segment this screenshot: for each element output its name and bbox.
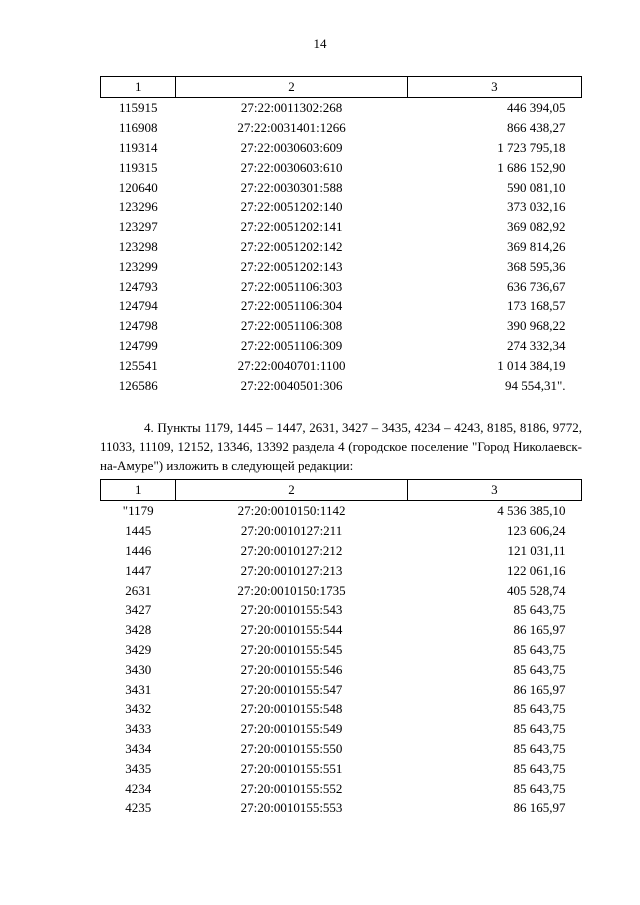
item-number-cell: 119314 bbox=[118, 139, 158, 155]
cadastral-number-cell: 27:20:0010155:547 bbox=[240, 681, 343, 697]
value-cell: 123 606,24 bbox=[507, 523, 566, 539]
cadastral-number-cell: 27:22:0051202:140 bbox=[240, 199, 343, 215]
cadastral-number-cell: 27:20:0010155:545 bbox=[240, 641, 343, 657]
table-row bbox=[101, 758, 582, 778]
cadastral-number-cell: 27:20:0010155:553 bbox=[240, 800, 343, 816]
item-number-cell: 4235 bbox=[125, 800, 152, 816]
table-row bbox=[101, 640, 582, 660]
value-cell: 390 968,22 bbox=[507, 318, 566, 334]
cadastral-number-cell: 27:20:0010127:212 bbox=[240, 542, 343, 558]
item-number-cell: 3435 bbox=[125, 760, 152, 776]
cadastral-number-cell: 27:22:0051106:309 bbox=[240, 337, 343, 353]
value-cell: 85 643,75 bbox=[513, 721, 566, 737]
table-header-row bbox=[101, 77, 582, 98]
cadastral-number-cell: 27:22:0051106:303 bbox=[240, 278, 343, 294]
item-number-cell: 115915 bbox=[118, 100, 158, 116]
item-number-cell: 1447 bbox=[125, 562, 152, 578]
table-row bbox=[101, 600, 582, 620]
cadastral-number-cell: 27:20:0010127:213 bbox=[240, 562, 343, 578]
cadastral-number-cell: 27:20:0010155:543 bbox=[240, 602, 343, 618]
table-row bbox=[101, 560, 582, 580]
cadastral-number-cell: 27:22:0051202:143 bbox=[240, 258, 343, 274]
table-row bbox=[101, 798, 582, 818]
table-row bbox=[101, 620, 582, 640]
item-number-cell: 3429 bbox=[125, 641, 152, 657]
item-number-cell: 124799 bbox=[118, 337, 158, 353]
table-header-row bbox=[101, 480, 582, 501]
column-header: 1 bbox=[101, 480, 176, 501]
cadastral-number-cell: 27:22:0051202:141 bbox=[240, 219, 343, 235]
column-header: 1 bbox=[101, 77, 176, 98]
table-row bbox=[101, 375, 582, 395]
table-row bbox=[101, 118, 582, 138]
value-cell: 85 643,75 bbox=[513, 740, 566, 756]
table-row bbox=[101, 256, 582, 276]
value-cell: 86 165,97 bbox=[513, 681, 566, 697]
item-number-cell: 116908 bbox=[118, 120, 158, 136]
cadastral-number-cell: 27:20:0010155:550 bbox=[240, 740, 343, 756]
value-cell: 636 736,67 bbox=[507, 278, 566, 294]
table-row bbox=[101, 177, 582, 197]
table-row bbox=[101, 501, 582, 521]
cadastral-number-cell: 27:22:0051106:304 bbox=[240, 298, 343, 314]
table-row bbox=[101, 778, 582, 798]
value-cell: 85 643,75 bbox=[513, 641, 566, 657]
table-row bbox=[101, 679, 582, 699]
value-cell: 274 332,34 bbox=[507, 337, 566, 353]
table-row bbox=[101, 659, 582, 679]
cadastral-number-cell: 27:22:0030603:609 bbox=[240, 139, 343, 155]
item-number-cell: 3427 bbox=[125, 602, 152, 618]
value-cell: 373 032,16 bbox=[507, 199, 566, 215]
cadastral-number-cell: 27:20:0010150:1735 bbox=[237, 582, 346, 598]
item-number-cell: 3431 bbox=[125, 681, 152, 697]
item-number-cell: 125541 bbox=[118, 357, 158, 373]
table-row bbox=[101, 739, 582, 759]
cadastral-number-cell: 27:20:0010127:211 bbox=[240, 523, 343, 539]
cadastral-number-cell: 27:22:0040501:306 bbox=[240, 377, 343, 393]
cadastral-number-cell: 27:20:0010155:544 bbox=[240, 622, 343, 638]
item-number-cell: 3428 bbox=[125, 622, 152, 638]
value-cell: 4 536 385,10 bbox=[497, 503, 566, 519]
cadastral-number-cell: 27:22:0011302:268 bbox=[240, 100, 343, 116]
value-cell: 85 643,75 bbox=[513, 780, 566, 796]
value-cell: 1 014 384,19 bbox=[497, 357, 566, 373]
cadastral-number-cell: 27:22:0031401:1266 bbox=[237, 120, 346, 136]
parcel-table-2 bbox=[100, 479, 582, 818]
value-cell: 590 081,10 bbox=[507, 179, 566, 195]
item-number-cell: 124793 bbox=[118, 278, 158, 294]
value-cell: 1 723 795,18 bbox=[497, 139, 566, 155]
column-header: 3 bbox=[407, 480, 581, 501]
table-row bbox=[101, 719, 582, 739]
table-row bbox=[101, 138, 582, 158]
cadastral-number-cell: 27:22:0051106:308 bbox=[240, 318, 343, 334]
item-number-cell: 3430 bbox=[125, 661, 152, 677]
value-cell: 86 165,97 bbox=[513, 622, 566, 638]
table-row bbox=[101, 197, 582, 217]
item-number-cell: 120640 bbox=[118, 179, 158, 195]
value-cell: 122 061,16 bbox=[507, 562, 566, 578]
value-cell: 1 686 152,90 bbox=[497, 159, 566, 175]
cadastral-number-cell: 27:20:0010155:546 bbox=[240, 661, 343, 677]
table-row bbox=[101, 580, 582, 600]
table-row bbox=[101, 217, 582, 237]
cadastral-number-cell: 27:22:0030301:588 bbox=[240, 179, 343, 195]
table-body bbox=[101, 501, 582, 818]
value-cell: 368 595,36 bbox=[507, 258, 566, 274]
table-row bbox=[101, 276, 582, 296]
item-number-cell: 3434 bbox=[125, 740, 152, 756]
item-number-cell: 123296 bbox=[118, 199, 158, 215]
column-header: 2 bbox=[176, 77, 407, 98]
cadastral-number-cell: 27:20:0010155:549 bbox=[240, 721, 343, 737]
value-cell: 369 814,26 bbox=[507, 238, 566, 254]
item-number-cell: 124798 bbox=[118, 318, 158, 334]
table-row bbox=[101, 699, 582, 719]
value-cell: 866 438,27 bbox=[507, 120, 566, 136]
item-number-cell: 123297 bbox=[118, 219, 158, 235]
table-row bbox=[101, 541, 582, 561]
item-number-cell: 3433 bbox=[125, 721, 152, 737]
value-cell: 85 643,75 bbox=[513, 602, 566, 618]
item-number-cell: 2631 bbox=[125, 582, 152, 598]
value-cell: 85 643,75 bbox=[513, 661, 566, 677]
value-cell: 86 165,97 bbox=[513, 800, 566, 816]
value-cell: 121 031,11 bbox=[507, 542, 566, 558]
cadastral-number-cell: 27:20:0010155:548 bbox=[240, 701, 343, 717]
table-body bbox=[101, 98, 582, 395]
item-number-cell: 3432 bbox=[125, 701, 152, 717]
cadastral-number-cell: 27:20:0010150:1142 bbox=[237, 503, 346, 519]
value-cell: 369 082,92 bbox=[507, 219, 566, 235]
parcel-table-1 bbox=[100, 76, 582, 395]
table-row bbox=[101, 157, 582, 177]
item-number-cell: 4234 bbox=[125, 780, 152, 796]
value-cell: 94 554,31". bbox=[504, 377, 566, 393]
table-row bbox=[101, 316, 582, 336]
item-number-cell: 124794 bbox=[118, 298, 158, 314]
table-row bbox=[101, 237, 582, 257]
value-cell: 405 528,74 bbox=[507, 582, 566, 598]
item-number-cell: 1445 bbox=[125, 523, 152, 539]
column-header: 2 bbox=[176, 480, 407, 501]
value-cell: 85 643,75 bbox=[513, 701, 566, 717]
cadastral-number-cell: 27:22:0051202:142 bbox=[240, 238, 343, 254]
item-number-cell: 119315 bbox=[118, 159, 158, 175]
item-number-cell: "1179 bbox=[122, 503, 154, 519]
value-cell: 446 394,05 bbox=[507, 100, 566, 116]
item-number-cell: 123299 bbox=[118, 258, 158, 274]
column-header: 3 bbox=[407, 77, 581, 98]
value-cell: 173 168,57 bbox=[507, 298, 566, 314]
table-row bbox=[101, 98, 582, 118]
page-number: 14 bbox=[313, 36, 327, 51]
table-row bbox=[101, 355, 582, 375]
cadastral-number-cell: 27:22:0040701:1100 bbox=[237, 357, 346, 373]
cadastral-number-cell: 27:22:0030603:610 bbox=[240, 159, 343, 175]
item-number-cell: 1446 bbox=[125, 542, 152, 558]
cadastral-number-cell: 27:20:0010155:551 bbox=[240, 760, 343, 776]
cadastral-number-cell: 27:20:0010155:552 bbox=[240, 780, 343, 796]
table-row bbox=[101, 336, 582, 356]
item-number-cell: 126586 bbox=[118, 377, 158, 393]
table-row bbox=[101, 296, 582, 316]
item-number-cell: 123298 bbox=[118, 238, 158, 254]
value-cell: 85 643,75 bbox=[513, 760, 566, 776]
table-row bbox=[101, 521, 582, 541]
amendment-paragraph: 4. Пункты 1179, 1445 – 1447, 2631, 3427 – 3435, 4234 – 4243, 8185, 8186, 9772, 11033, 11109, 12152, 13346, 13392 раздела 4 (городское поселение "Город Николаевск-на-Амуре") изложить в следующей редакции: bbox=[100, 420, 582, 473]
